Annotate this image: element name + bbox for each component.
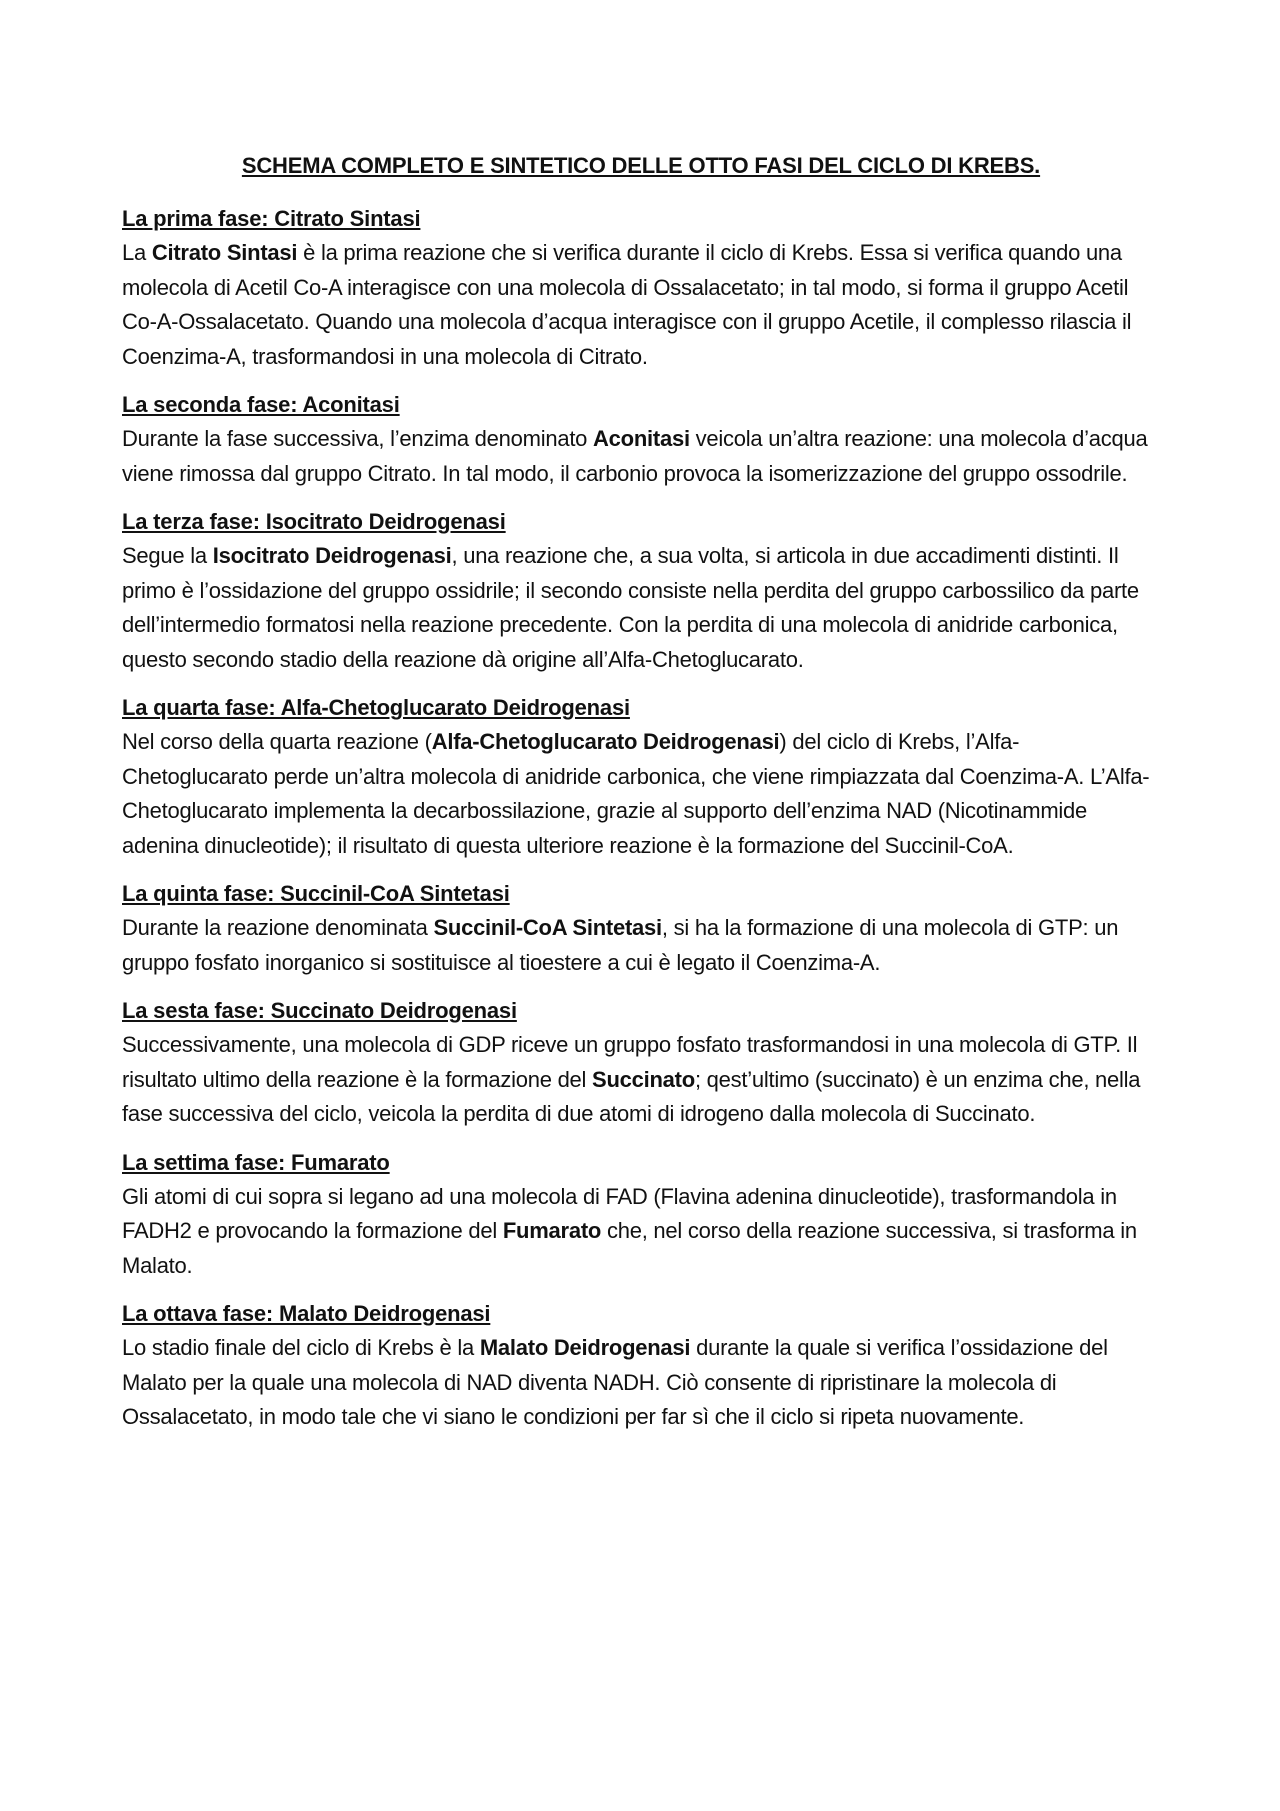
- section-body: [122, 911, 1160, 980]
- text-run: ) del ciclo di Krebs, l’Alfa-Chetoglucarato perde un’altra molecola di anidride carbonica, che viene rimpiazzata dal Coenzima-A. L’Alfa-Chetoglucarato implementa la decarbossilazione, grazie al supporto dell’enzima NAD (Nicotinammide adenina dinucleotide); il risultato di questa ulteriore reazione è la formazione del Succinil-CoA.: [122, 729, 1150, 858]
- section-body: [122, 1331, 1160, 1435]
- text-run: durante la quale si verifica l’ossidazione del Malato per la quale una molecola di NAD diventa NADH. Ciò consente di ripristinare la molecola di Ossalacetato, in modo tale che vi siano le condizioni per far sì che il ciclo si ripeta nuovamente.: [122, 1335, 1108, 1429]
- section-heading: La quinta fase: Succinil-CoA Sintetasi: [122, 881, 510, 906]
- section-4: [122, 691, 1160, 863]
- section-5: [122, 877, 1160, 980]
- section-body: [122, 725, 1160, 863]
- section-body: [122, 422, 1160, 491]
- text-run: Gli atomi di cui sopra si legano ad una molecola di FAD (Flavina adenina dinucleotide), trasformandola in FADH2 e provocando la formazione del: [122, 1183, 1117, 1243]
- section-3: [122, 505, 1160, 677]
- section-heading: La terza fase: Isocitrato Deidrogenasi: [122, 509, 506, 534]
- text-run: Durante la fase successiva, l’enzima denominato: [122, 426, 594, 451]
- section-heading: La settima fase: Fumarato: [122, 1149, 390, 1175]
- section-heading: La quarta fase: Alfa-Chetoglucarato Deidrogenasi: [122, 695, 630, 720]
- section-2: [122, 388, 1160, 491]
- section-body: [122, 1028, 1160, 1132]
- section-heading: La seconda fase: Aconitasi: [122, 392, 400, 417]
- sections-container: [122, 202, 1160, 1435]
- text-run: Nel corso della quarta reazione (: [122, 729, 432, 754]
- text-run: ; qest’ultimo (succinato) è un enzima che, nella fase successiva del ciclo, veicola la perdita di due atomi di idrogeno dalla molecola di Succinato.: [122, 1066, 1141, 1126]
- section-heading: La prima fase: Citrato Sintasi: [122, 206, 421, 231]
- bold-term: Citrato Sintasi: [151, 240, 298, 265]
- text-run: , una reazione che, a sua volta, si articola in due accadimenti distinti. Il primo è l’ossidazione del gruppo ossidrile; il secondo consiste nella perdita del gruppo carbossilico da parte dell’intermedio formatosi nella reazione precedente. Con la perdita di una molecola di anidride carbonica, questo secondo stadio della reazione dà origine all’Alfa-Chetoglucarato.: [122, 543, 1139, 672]
- text-run: Lo stadio finale del ciclo di Krebs è la: [122, 1335, 480, 1360]
- section-body: [122, 539, 1160, 677]
- section-7: [122, 1146, 1160, 1284]
- text-run: Successivamente, una molecola di GDP riceve un gruppo fosfato trasformandosi in una molecola di GTP. Il risultato ultimo della reazione è la formazione del: [122, 1032, 1138, 1092]
- text-run: è la prima reazione che si verifica durante il ciclo di Krebs. Essa si verifica quando una molecola di Acetil Co-A interagisce con una molecola di Ossalacetato; in tal modo, si forma il gruppo Acetil Co-A-Ossalacetato. Quando una molecola d’acqua interagisce con il gruppo Acetile, il complesso rilascia il Coenzima-A, trasformandosi in una molecola di Citrato.: [122, 240, 1132, 369]
- text-run: , si ha la formazione di una molecola di GTP: un gruppo fosfato inorganico si sostituisce al tioestere a cui è legato il Coenzima-A.: [122, 915, 1119, 975]
- bold-term: Succinil-CoA Sintetasi: [433, 915, 662, 940]
- bold-term: Succinato: [592, 1066, 695, 1092]
- bold-term: Alfa-Chetoglucarato Deidrogenasi: [431, 729, 780, 754]
- section-heading: La ottava fase: Malato Deidrogenasi: [122, 1301, 491, 1326]
- section-1: [122, 202, 1160, 374]
- section-6: [122, 994, 1160, 1132]
- section-body: [122, 1180, 1160, 1284]
- text-run: Durante la reazione denominata: [122, 915, 434, 940]
- bold-term: Malato Deidrogenasi: [479, 1335, 691, 1360]
- section-body: [122, 236, 1160, 374]
- section-heading: La sesta fase: Succinato Deidrogenasi: [122, 998, 517, 1023]
- bold-term: Isocitrato Deidrogenasi: [212, 543, 452, 568]
- text-run: che, nel corso della reazione successiva, si trasforma in Malato.: [122, 1218, 1137, 1278]
- text-run: La: [122, 240, 152, 265]
- text-run: veicola un’altra reazione: una molecola d’acqua viene rimossa dal gruppo Citrato. In tal modo, il carbonio provoca la isomerizzazione del gruppo ossodrile.: [122, 426, 1148, 486]
- document-title: SCHEMA COMPLETO E SINTETICO DELLE OTTO FASI DEL CICLO DI KREBS.: [241, 153, 1041, 178]
- text-run: Segue la: [122, 543, 213, 568]
- bold-term: Fumarato: [502, 1218, 602, 1243]
- section-8: [122, 1297, 1160, 1435]
- bold-term: Aconitasi: [593, 426, 690, 451]
